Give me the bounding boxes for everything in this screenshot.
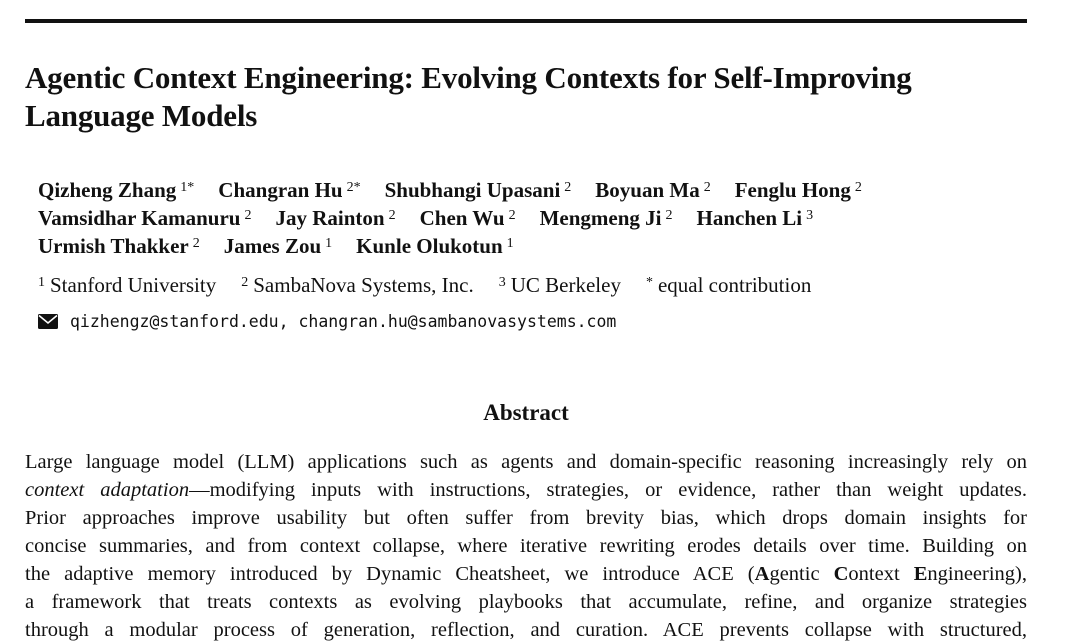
abstract-heading: Abstract — [483, 400, 569, 425]
contact-emails — [38, 308, 616, 334]
abstract-line — [25, 476, 1027, 504]
abstract-line — [25, 588, 1027, 616]
affiliation-mark: 2 — [241, 275, 249, 290]
author-affiliation-mark: 2* — [346, 180, 361, 195]
abstract-text — [25, 448, 1027, 644]
abstract-line — [25, 504, 1027, 532]
author-name: Changran Hu — [218, 178, 343, 202]
affiliation-name: equal contribution — [657, 273, 812, 297]
abstract-text-segment: —modifying inputs with instructions, strategies, or evidence, rather than weight updates. — [189, 479, 1027, 501]
author — [224, 232, 332, 260]
affiliation-name: SambaNova Systems, Inc. — [253, 273, 474, 297]
author-name: Fenglu Hong — [734, 178, 851, 202]
abstract-text-segment: A — [754, 563, 770, 585]
author-affiliation-mark: 2 — [665, 208, 673, 223]
author — [420, 204, 516, 232]
author-affiliation-mark: 2 — [854, 180, 862, 195]
abstract-text-segment: gentic — [769, 563, 834, 585]
abstract-text-segment: a framework that treats contexts as evolving playbooks that accumulate, refine, and organize strategies — [25, 591, 1027, 613]
author-affiliation-mark: 2 — [244, 208, 252, 223]
abstract-line — [25, 616, 1027, 644]
abstract-text-segment: ontext — [848, 563, 914, 585]
author-row — [38, 204, 1038, 232]
abstract-text-segment: ngineering), — [927, 563, 1028, 585]
author-row — [38, 232, 1038, 260]
author — [275, 204, 395, 232]
envelope-icon — [38, 314, 58, 329]
abstract-text-segment: E — [913, 563, 928, 585]
author — [38, 204, 251, 232]
author-affiliation-mark: 1 — [506, 236, 514, 251]
author-affiliation-mark: 2 — [388, 208, 396, 223]
author-name: Boyuan Ma — [595, 178, 700, 202]
author-name: Shubhangi Upasani — [384, 178, 561, 202]
author — [38, 176, 194, 204]
affiliation — [241, 271, 473, 299]
top-rule — [25, 19, 1027, 23]
author-row — [38, 176, 1038, 204]
affiliation — [499, 271, 621, 299]
author-affiliation-mark: 2 — [192, 236, 200, 251]
abstract-text-segment: C — [833, 563, 849, 585]
abstract-line — [25, 448, 1027, 476]
author — [735, 176, 862, 204]
affiliation-name: Stanford University — [50, 273, 217, 297]
author-name: Urmish Thakker — [38, 234, 189, 258]
affiliation — [646, 271, 811, 299]
author-name: James Zou — [223, 234, 322, 258]
author — [38, 232, 200, 260]
author — [385, 176, 572, 204]
author-name: Qizheng Zhang — [38, 178, 177, 202]
author-name: Jay Rainton — [275, 206, 385, 230]
affiliation-mark: * — [645, 275, 653, 290]
author — [595, 176, 710, 204]
affiliation-name: UC Berkeley — [510, 273, 621, 297]
abstract-text-segment: the adaptive memory introduced by Dynamic Cheatsheet, we introduce ACE ( — [25, 563, 755, 585]
author-affiliation-mark: 2 — [564, 180, 572, 195]
abstract-text-segment: context adaptation — [25, 479, 190, 501]
abstract-text-segment: Large language model (LLM) applications such as agents and domain-specific reasoning increasingly rely on — [25, 451, 1027, 473]
abstract-line — [25, 532, 1027, 560]
author-affiliation-mark: 1 — [325, 236, 333, 251]
abstract-text-segment: through a modular process of generation, reflection, and curation. ACE prevents collapse with structured, — [25, 619, 1027, 641]
author-affiliation-mark: 2 — [703, 180, 711, 195]
author-affiliation-mark: 3 — [806, 208, 814, 223]
abstract-text-segment: concise summaries, and from context collapse, where iterative rewriting erodes details over time. Building on — [25, 535, 1027, 557]
author-name: Chen Wu — [419, 206, 505, 230]
abstract-line — [25, 560, 1027, 588]
paper-title: Agentic Context Engineering: Evolving Contexts for Self-Improving Language Models — [25, 60, 912, 133]
author — [356, 232, 513, 260]
author — [697, 204, 814, 232]
author-affiliation-mark: 1* — [180, 180, 195, 195]
author-name: Mengmeng Ji — [539, 206, 662, 230]
author — [540, 204, 673, 232]
email-addresses: qizhengz@stanford.edu, changran.hu@sambanovasystems.com — [70, 311, 617, 331]
affiliation-list — [38, 271, 836, 299]
author-affiliation-mark: 2 — [508, 208, 516, 223]
author-name: Kunle Olukotun — [356, 234, 503, 258]
abstract-text-segment: Prior approaches improve usability but often suffer from brevity bias, which drops domain insights for — [25, 507, 1027, 529]
affiliation-mark: 3 — [498, 275, 506, 290]
affiliation-mark: 1 — [38, 275, 45, 290]
author — [218, 176, 360, 204]
author-list — [38, 176, 1038, 260]
author-name: Vamsidhar Kamanuru — [38, 206, 241, 230]
author-name: Hanchen Li — [696, 206, 803, 230]
affiliation — [38, 271, 216, 299]
